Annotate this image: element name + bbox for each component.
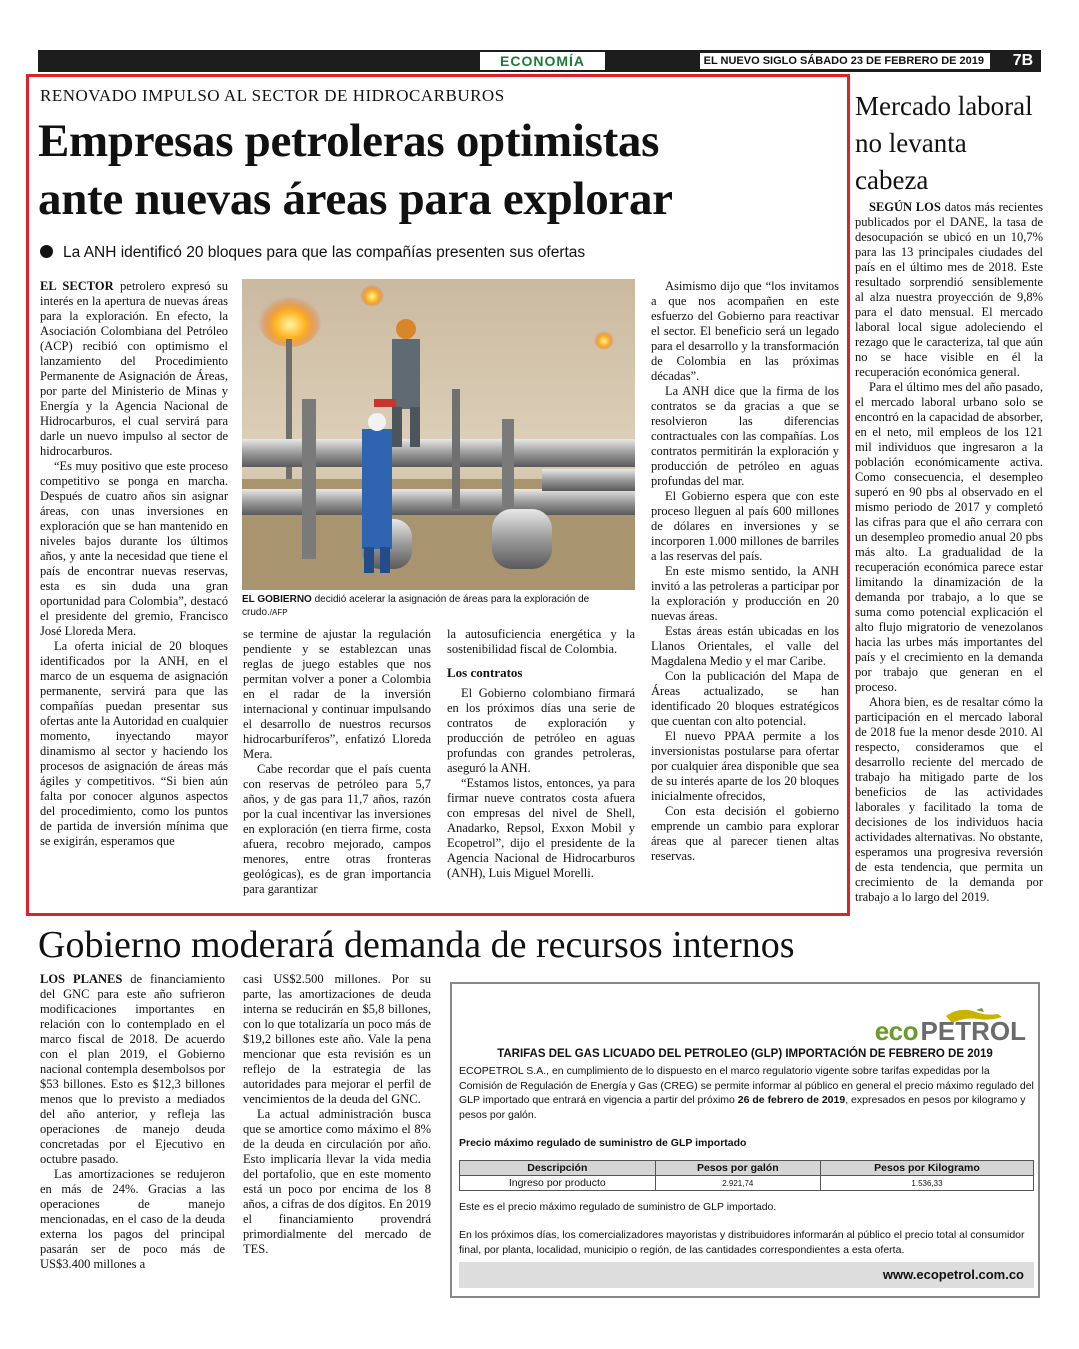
paragraph: Ahora bien, es de resaltar cómo la participación en el mercado laboral de 2018 fue la menor desde 2010. Al respecto, consideramos que el desarrollo reciente del mercado de trabajo ha mitigado parte de los beneficios de las actividades laborales y facilitado la toma de decisiones de los individuos hacia actividades alternativas. No obstante, esperamos una progresiva reversión de esta tendencia, que permita un crecimiento de la demanda por trabajo a lo largo del 2019. [855, 695, 1043, 904]
paragraph: La oferta inicial de 20 bloques identificados por la ANH, en el marco de un esquema de asignación permanente, servirá para que las compañías puedan presentar sus ofertas ante la Autoridad en cualquier momento, inyectando mayor dinamismo al sector y haciendo los procesos de asignación de áreas más ágiles y competitivos. “Si bien aún falta por conocer algunos aspectos del procedimiento, como los puntos de partida de inversión mínima que se exigirán, esperamos que [40, 639, 228, 848]
subheading: Los contratos [447, 665, 523, 680]
paragraph: El nuevo PPAA permite a los inversionistas postularse para ofertar por cualquier área disponible que sea de su interés aparte de los 20 bloques inicialmente ofrecidos, [651, 729, 839, 803]
ad-url: www.ecopetrol.com.co [459, 1262, 1034, 1288]
paragraph: petrolero expresó su interés en la apertura de nuevas áreas para la exploración. En efecto, la Asociación Colombiana del Petróleo (ACP) recibió con optimismo el lanzamiento del Procedimiento Permanente de Asignación de Áreas, por parte del Ministerio de Minas y Energía y la Agencia Nacional de Hidrocarburos, el cual servirá para darle un nuevo impulso al sector de hidrocarburos. [40, 279, 228, 458]
table-header: Descripción [460, 1161, 656, 1176]
table-row [460, 1176, 1034, 1191]
publication-name: EL NUEVO SIGLO [703, 55, 797, 67]
main-article-column-1 [40, 279, 228, 849]
article-headline [38, 112, 838, 228]
paragraph: En este mismo sentido, la ANH invitó a las petroleras a participar por la exploración y producción en 20 nuevas áreas. [651, 564, 839, 623]
ad-table-title: Precio máximo regulado de suministro de GLP importado [459, 1137, 747, 1149]
table-cell: 1.536,33 [820, 1176, 1033, 1191]
price-table [459, 1160, 1034, 1191]
photo-credit: /AFP [269, 608, 288, 617]
headline-line-2: ante nuevas áreas para explorar [38, 173, 673, 225]
logo-text-petrol: PETROL [920, 1016, 1026, 1046]
ad-title: TARIFAS DEL GAS LICUADO DEL PETROLEO (GLP) IMPORTACIÓN DE FEBRERO DE 2019 [497, 1048, 993, 1060]
ad-body-text-end: , expresados en pesos por kilogramo y pesos por galón. [459, 1094, 1026, 1121]
subtitle-text: La ANH identificó 20 bloques para que las compañías presenten sus ofertas [63, 244, 586, 261]
ad-body-date: 26 de febrero de 2019 [737, 1094, 846, 1106]
second-article-headline: Gobierno moderará demanda de recursos internos [38, 924, 795, 966]
photo-caption [242, 593, 635, 619]
main-article-column-4 [651, 279, 839, 864]
section-name: ECONOMÍA [480, 52, 605, 70]
article-kicker: RENOVADO IMPULSO AL SECTOR DE HIDROCARBUROS [40, 86, 505, 105]
lead-in: LOS PLANES [40, 972, 123, 986]
paragraph: casi US$2.500 millones. Por su parte, las amortizaciones de deuda interna se reducirán en $5,8 billones, con lo que totalizaría un poco más de $19,2 billones este año. Vale la pena mencionar que esta revisión es un reflejo de la estrategia de las autoridades para mejorar el perfil de vencimientos de la deuda del GNC. [243, 972, 431, 1106]
paragraph: datos más recientes publicados por el DANE, la tasa de desocupación se ubicó en un 10,7% para las 13 principales ciudades del país en el último mes de 2018. Este resultado sorprendió sensiblemente al alza nuestra proyección de 9,8% para el dato mensual. El mercado laboral local sigue adoleciendo el rezago que le caracteriza, tal que aún no se hace visible en él la recuperación económica general. [855, 200, 1043, 379]
logo-text-eco: eco [874, 1016, 918, 1046]
table-cell: 2.921,74 [655, 1176, 820, 1191]
lead-in: SEGÚN LOS [869, 200, 941, 214]
headline-line-1: Empresas petroleras optimistas [38, 115, 660, 167]
ecopetrol-ad [450, 982, 1040, 1298]
oil-field-photo [242, 279, 635, 590]
ecopetrol-logo [826, 1008, 1026, 1044]
paragraph: “Estamos listos, entonces, ya para firmar nueve contratos costa afuera con empresas del nivel de Shell, Anadarko, Repsol, Exxon Mobil y Ecopetrol”, dijo el presidente de la Agencia Nacional de Hidrocarburos (ANH), Luis Miguel Morelli. [447, 776, 635, 880]
caption-lead: EL GOBIERNO [242, 594, 312, 605]
caption-text: decidió acelerar la asignación de áreas para la exploración de crudo. [242, 594, 590, 618]
paragraph: Para el último mes del año pasado, el mercado laboral urbano solo se encontró en la capacidad de absorber, en el neto, mil empleos de los 121 mil individuos que ingresaron a la población económicamente activa. Como consecuencia, el desempleo superó en 90 pbs al observado en el mismo periodo de 2017 y completó las cifras para que el año cerrara con un desempleo promedio anual 20 pbs más alto. La gradualidad de la recuperación económica parece estar limitando la dinamización de la demanda por trabajo, a lo que se suma como potencial explicación el alto flujo migratorio de venezolanos hacia las urbes más importantes del país y el crecimiento en la demanda por trabajo que generan en el proceso. [855, 380, 1043, 694]
second-article-column-2 [243, 972, 431, 1257]
table-cell: Ingreso por producto [460, 1176, 656, 1191]
paragraph: de financiamiento del GNC para este año sufrieron modificaciones importantes en relación con lo contemplado en el marco fiscal de 2018. De acuerdo con el plan 2019, el Gobierno nacional contempla desembolsos por $53 billones. Esto es $12,3 billones menos que lo previsto a mediados del año anterior, y refleja las operaciones de manejo deuda concretadas por el Ejecutivo en octubre pasado. [40, 972, 225, 1166]
paragraph: El Gobierno espera que con este proceso lleguen al país 600 millones de dólares en inversiones y se incorporen 1.000 millones de barriles a las reservas del país. [651, 489, 839, 563]
ad-body [459, 1064, 1034, 1122]
side-article-title: Mercado laboral no levanta cabeza [855, 91, 1033, 195]
main-article-column-2 [243, 627, 431, 897]
side-article-body [855, 200, 1043, 905]
publication-info [700, 53, 990, 69]
publication-date: SÁBADO 23 DE FEBRERO DE 2019 [800, 55, 984, 67]
main-article-column-3 [447, 627, 635, 881]
paragraph: “Es muy positivo que este proceso competitivo se ponga en marcha. Después de cuatro años sin asignar áreas, con unas inversiones en exploración que se han mantenido en niveles bajos durante los últimos años, y ante la necesidad que tiene el país de encontrar nuevas reservas, esta es sin duda una gran oportunidad para Colombia”, destacó el presidente del gremio, Francisco José Lloreda Mera. [40, 459, 228, 638]
article-photo [242, 279, 635, 590]
paragraph: se termine de ajustar la regulación pendiente y se establezcan unas reglas de juego estables que nos permitan volver a poner a Colombia en el radar de la inversión internacional y continuar impulsando el desarrollo de nuestros recursos hidrocarburíferos”, enfatizó Lloreda Mera. [243, 627, 431, 761]
paragraph: El Gobierno colombiano firmará en los próximos días una serie de contratos de exploración y producción de petróleo en aguas profundas con grandes petroleras, aseguró la ANH. [447, 686, 635, 775]
ad-footer-text: En los próximos días, los comercializadores mayoristas y distribuidores informarán al público el precio total al consumidor final, por planta, localidad, municipio o región, de las cantidades correspondientes a esta oferta. [459, 1229, 1025, 1256]
paragraph: Estas áreas están ubicadas en los Llanos Orientales, el valle del Magdalena Medio y el mar Caribe. [651, 624, 839, 668]
article-subtitle [40, 244, 585, 262]
paragraph: La actual administración busca que se amortice como máximo el 8% de la deuda en circulación por año. Esto implicaría llevar la vida media del portafolio, que en este momento está un poco por encima de los 8 años, a cifras de dos dígitos. En 2019 el financiamiento provendrá primordialmente del mercado de TES. [243, 1107, 431, 1256]
table-header: Pesos por galón [655, 1161, 820, 1176]
paragraph: Las amortizaciones se redujeron en más de 24%. Gracias a las operaciones de manejo mencionadas, en el caso de la deuda externa los pagos del principal pasarán ser de poco más de US$3.400 millones a [40, 1167, 225, 1271]
paragraph: Con la publicación del Mapa de Áreas actualizado, se han identificado 20 bloques estratégicos que cuentan con alto potencial. [651, 669, 839, 728]
bullet-icon [40, 245, 53, 258]
ad-body-text: ECOPETROL S.A., en cumplimiento de lo dispuesto en el marco regulatorio vigente sobre tarifas expedidas por la Comisión de Regulación de Energía y Gas (CREG) se permite informar al público en general el precio máximo regulado del GLP importado que entrará en vigencia a partir del próximo [459, 1065, 1034, 1106]
paragraph: Con esta decisión el gobierno emprende un cambio para explorar áreas que al parecer tienen altas reservas. [651, 804, 839, 863]
paragraph: Asimismo dijo que “los invitamos a que nos acompañen en este esfuerzo del Gobierno para reactivar el sector. El beneficio será un legado para el desarrollo y la transformación de Colombia en las próximas décadas”. [651, 279, 839, 383]
page-number: 7B [1012, 52, 1034, 69]
paragraph: Cabe recordar que el país cuenta con reservas de petróleo para 5,7 años, y de gas para 11,7 años, razón por la cual incentivar las inversiones en exploración (en tierra firme, costa afuera, recobro mejorado, campos menores, entre otras fronteras geológicas), es de gran importancia para garantizar [243, 762, 431, 896]
table-header: Pesos por Kilogramo [820, 1161, 1033, 1176]
paragraph: la autosuficiencia energética y la sostenibilidad fiscal de Colombia. [447, 627, 635, 656]
paragraph: La ANH dice que la firma de los contratos se da gracias a que se resolvieron las diferencias contractuales con las compañías. Los contratos permitirán la exploración y producción de petróleo en aguas profundas del mar. [651, 384, 839, 488]
ad-note: Este es el precio máximo regulado de suministro de GLP importado. [459, 1201, 777, 1213]
lead-in: EL SECTOR [40, 279, 114, 293]
second-article-column-1 [40, 972, 225, 1272]
